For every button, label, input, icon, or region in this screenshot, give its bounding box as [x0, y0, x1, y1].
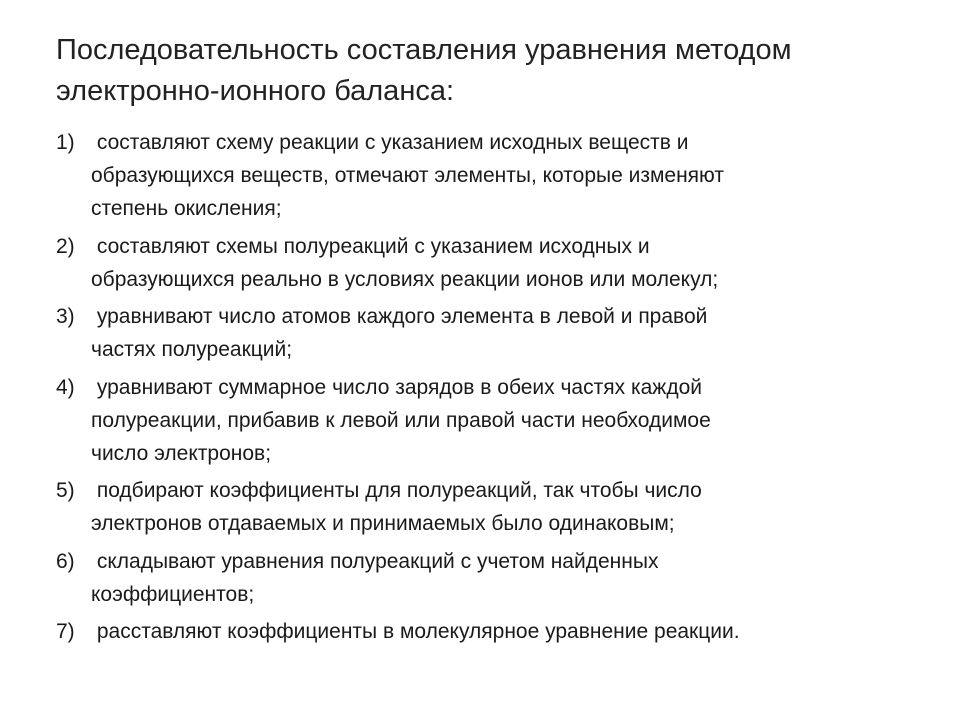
item-text [91, 230, 936, 296]
item-text [91, 474, 936, 540]
item-text [91, 615, 936, 648]
item-text-line: электронов отдаваемых и принимаемых было одинаковым; [91, 512, 675, 535]
list-item [56, 371, 936, 470]
item-text-line: подбирают коэффициенты для полуреакций, так чтобы число [91, 479, 702, 502]
item-number: 2) [56, 234, 75, 258]
slide-title-line: Последовательность составления уравнения методом [56, 34, 792, 66]
item-text [91, 300, 936, 366]
list-item [56, 615, 936, 648]
item-number: 7) [56, 620, 75, 643]
item-text [91, 371, 936, 470]
item-number: 6) [56, 549, 75, 573]
item-number: 5) [56, 479, 75, 502]
item-text-line: число электронов; [91, 441, 272, 465]
item-text-line: образующихся реально в условиях реакции ионов или молекул; [91, 267, 719, 291]
slide-title-line: электронно-ионного баланса: [56, 75, 455, 107]
list-item [56, 126, 936, 225]
item-text-line: уравнивают число атомов каждого элемента в левой и правой [91, 305, 708, 328]
item-number: 4) [56, 375, 75, 399]
item-text-line: расставляют коэффициенты в молекулярное уравнение реакции. [91, 620, 740, 643]
list-item [56, 300, 936, 366]
item-text-line: коэффициентов; [91, 582, 255, 606]
list-item [56, 545, 936, 611]
item-text-line: частях полуреакций; [91, 338, 293, 361]
slide-title [56, 30, 916, 112]
steps-list [56, 126, 936, 653]
item-number: 1) [56, 131, 75, 154]
item-text-line: полуреакции, прибавив к левой или правой части необходимое [91, 408, 711, 432]
item-text-line: складывают уравнения полуреакций с учетом найденных [91, 549, 659, 573]
item-text-line: составляют схемы полуреакций с указанием исходных и [91, 234, 650, 258]
list-item [56, 474, 936, 540]
item-text-line: образующихся веществ, отмечают элементы, которые изменяют [91, 164, 724, 187]
item-text-line: составляют схему реакции с указанием исходных веществ и [91, 131, 689, 154]
item-text-line: уравнивают суммарное число зарядов в обеих частях каждой [91, 375, 702, 399]
item-text [91, 126, 936, 225]
item-number: 3) [56, 305, 75, 328]
list-item [56, 230, 936, 296]
item-text-line: степень окисления; [91, 197, 282, 220]
item-text [91, 545, 936, 611]
